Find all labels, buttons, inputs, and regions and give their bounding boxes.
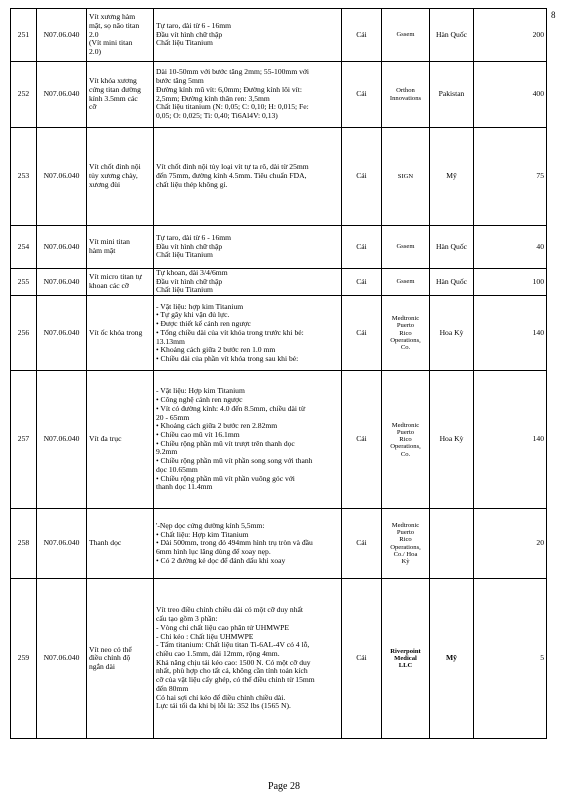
desc-line: Đầu vít hình chữ thập bbox=[156, 30, 223, 39]
desc-line: • Được thiết kế cánh ren ngược bbox=[156, 320, 251, 329]
maker-line: Orthon bbox=[396, 87, 415, 95]
manufacturer bbox=[382, 128, 430, 226]
desc-line: chất liệu thép không gỉ. bbox=[156, 180, 228, 189]
name-line: Vít xương hàm bbox=[89, 12, 136, 22]
country: Mỹ bbox=[430, 579, 474, 739]
maker-line: Rico bbox=[399, 436, 412, 444]
desc-line: • Chiều rộng phần mũ vít phần vuông góc với bbox=[156, 474, 295, 483]
table-row bbox=[11, 509, 547, 579]
desc-line: • Chiều dài của phần vít khóa trong sau khi bẻ: bbox=[156, 354, 299, 363]
country: Hàn Quốc bbox=[430, 9, 474, 62]
item-name bbox=[87, 371, 154, 509]
desc-line: 0,05; O: 0,025; Ti: 0,40; Ti6Al4V: 0,13) bbox=[156, 111, 278, 120]
desc-line: cỡ của vật liệu cấy ghép, có thể điều chỉnh từ 15mm bbox=[156, 676, 315, 685]
page-number: Page 28 bbox=[268, 781, 300, 792]
name-line: Vít neo có thể bbox=[89, 644, 132, 654]
desc-line: 20 - 65mm bbox=[156, 413, 190, 422]
desc-line: Chất liệu Titanium bbox=[156, 286, 213, 295]
item-name bbox=[87, 62, 154, 128]
table-row bbox=[11, 371, 547, 509]
desc-line: Vít chốt đinh nội tủy loại vít tự ta rô, dài từ 25mm bbox=[156, 163, 309, 172]
desc-line: 6mm hình lục lăng dùng để xoay nẹp. bbox=[156, 548, 271, 557]
item-name bbox=[87, 226, 154, 269]
row-number: 259 bbox=[11, 579, 37, 739]
desc-line: đến 75mm, đường kính 4.5mm. Tiêu chuẩn FDA, bbox=[156, 172, 307, 181]
maker-line: Puerto bbox=[396, 322, 415, 330]
item-code: N07.06.040 bbox=[37, 371, 87, 509]
manufacturer bbox=[382, 509, 430, 579]
equipment-table bbox=[10, 8, 547, 739]
desc-line: Dài 10-50mm với bước tăng 2mm; 55-100mm với bbox=[156, 68, 310, 77]
item-code: N07.06.040 bbox=[37, 62, 87, 128]
manufacturer bbox=[382, 371, 430, 509]
name-line: 2.0 bbox=[89, 29, 99, 39]
table-row bbox=[11, 9, 547, 62]
table-row bbox=[11, 128, 547, 226]
item-code: N07.06.040 bbox=[37, 128, 87, 226]
manufacturer bbox=[382, 9, 430, 62]
item-code: N07.06.040 bbox=[37, 296, 87, 371]
item-description bbox=[154, 128, 342, 226]
manufacturer bbox=[382, 62, 430, 128]
desc-line: Đầu vít hình chữ thập bbox=[156, 277, 223, 286]
unit: Cái bbox=[342, 296, 382, 371]
unit: Cái bbox=[342, 9, 382, 62]
desc-line: Chất liệu Titanium bbox=[156, 251, 213, 260]
name-line: khoan các cỡ bbox=[89, 281, 129, 291]
unit: Cái bbox=[342, 128, 382, 226]
row-number: 252 bbox=[11, 62, 37, 128]
desc-line: Tự khoan, dài 3/4/6mm bbox=[156, 269, 228, 277]
item-name bbox=[87, 509, 154, 579]
item-description bbox=[154, 62, 342, 128]
table-row bbox=[11, 296, 547, 371]
desc-line: • Khoảng cách giữa 2 bước ren 1.0 mm bbox=[156, 346, 276, 355]
name-line: cứng titan đường bbox=[89, 84, 141, 94]
desc-line: 9.2mm bbox=[156, 448, 178, 457]
maker-line: Riverpoint bbox=[390, 647, 421, 655]
desc-line: - Chỉ kéo : Chất liệu UHMWPE bbox=[156, 632, 254, 641]
row-number: 257 bbox=[11, 371, 37, 509]
desc-line: Khả năng chịu tải kéo cao: 1500 N. Có một cỡ duy bbox=[156, 658, 311, 667]
unit: Cái bbox=[342, 579, 382, 739]
desc-line: • Chất liệu: Hợp kim Titanium bbox=[156, 530, 249, 539]
desc-line: chiều cao 1.5mm, dài 12mm, rộng 4mm. bbox=[156, 649, 280, 658]
desc-line: - Vòng chỉ chất liệu cao phân tử UHMWPE bbox=[156, 623, 290, 632]
maker-line: Medtronic bbox=[391, 421, 420, 429]
name-line: điều chỉnh độ bbox=[89, 653, 131, 663]
item-name bbox=[87, 579, 154, 739]
quantity: 100 bbox=[474, 269, 547, 296]
row-number: 251 bbox=[11, 9, 37, 62]
desc-line: Vít treo điều chỉnh chiều dài có một cỡ duy nhất bbox=[156, 606, 303, 615]
item-name bbox=[87, 128, 154, 226]
maker-line: Operations, bbox=[390, 543, 421, 551]
desc-line: Đường kính mũ vít: 6,0mm; Đường kính lõi vít: bbox=[156, 85, 302, 94]
desc-line: Chất liệu titanium (N: 0,05; C: 0,10; H: 0,015; Fe: bbox=[156, 103, 309, 112]
name-line: mặt, sọ não titan bbox=[89, 20, 140, 30]
quantity: 5 bbox=[474, 579, 547, 739]
row-number: 253 bbox=[11, 128, 37, 226]
name-line: Vít khóa xương bbox=[89, 76, 137, 86]
name-line: Vít mini titan bbox=[89, 237, 130, 247]
desc-line: 2,5mm; Đường kính thân ren: 3,5mm bbox=[156, 94, 270, 103]
name-line: Vít đa trục bbox=[89, 434, 122, 444]
maker-line: Gssem bbox=[396, 31, 415, 39]
quantity: 40 bbox=[474, 226, 547, 269]
desc-line: - Vật liệu: hợp kim Titanium bbox=[156, 302, 244, 311]
country: Hàn Quốc bbox=[430, 269, 474, 296]
desc-line: • Chiều cao mũ vít 16.1mm bbox=[156, 430, 240, 439]
desc-line: cấu tạo gồm 3 phần: bbox=[156, 615, 218, 624]
name-line: (Vít mini titan bbox=[89, 38, 133, 48]
item-code: N07.06.040 bbox=[37, 9, 87, 62]
unit: Cái bbox=[342, 269, 382, 296]
desc-line: nhất, phù hợp cho tất cả, không cần tính toán kích bbox=[156, 667, 308, 676]
maker-line: Rico bbox=[399, 329, 412, 337]
country: Mỹ bbox=[430, 128, 474, 226]
manufacturer bbox=[382, 226, 430, 269]
name-line: 2.0) bbox=[89, 47, 102, 57]
manufacturer bbox=[382, 579, 430, 739]
country bbox=[430, 509, 474, 579]
name-line: cỡ bbox=[89, 102, 97, 112]
row-number: 256 bbox=[11, 296, 37, 371]
desc-line: • Tự gãy khi vặn đủ lực. bbox=[156, 311, 230, 320]
desc-line: bước tăng 5mm bbox=[156, 77, 204, 86]
desc-line: Chất liệu Titanium bbox=[156, 39, 213, 48]
quantity: 20 bbox=[474, 509, 547, 579]
item-code: N07.06.040 bbox=[37, 269, 87, 296]
item-name bbox=[87, 9, 154, 62]
quantity: 400 bbox=[474, 62, 547, 128]
name-line: ngắn dài bbox=[89, 662, 115, 672]
desc-line: • Chiều rộng phần mũ vít trượt trên thanh dọc bbox=[156, 439, 295, 448]
name-line: Vít chốt đinh nội bbox=[89, 162, 141, 172]
maker-line: Medtronic bbox=[391, 521, 420, 529]
unit: Cái bbox=[342, 371, 382, 509]
maker-line: SIGN bbox=[397, 172, 414, 180]
manufacturer bbox=[382, 269, 430, 296]
maker-line: Operations, bbox=[390, 336, 421, 344]
item-code: N07.06.040 bbox=[37, 509, 87, 579]
name-line: hàm mặt bbox=[89, 246, 116, 255]
desc-line: Tự taro, dài từ 6 - 16mm bbox=[156, 233, 232, 242]
maker-line: Puerto bbox=[396, 529, 415, 537]
maker-line: Co./ Hoa bbox=[393, 550, 418, 558]
unit: Cái bbox=[342, 509, 382, 579]
table-row bbox=[11, 579, 547, 739]
desc-line: • Có 2 đường kẻ dọc để đánh dấu khi xoay bbox=[156, 556, 286, 565]
country: Hàn Quốc bbox=[430, 226, 474, 269]
maker-line: Innovations bbox=[389, 94, 422, 102]
item-description bbox=[154, 296, 342, 371]
desc-line: 13.13mm bbox=[156, 337, 185, 346]
desc-line: - Vật liệu: Hợp kim Titanium bbox=[156, 387, 245, 396]
maker-line: Co. bbox=[400, 450, 411, 458]
manufacturer bbox=[382, 296, 430, 371]
name-line: kính 3.5mm các bbox=[89, 93, 138, 103]
desc-line: đến 80mm bbox=[156, 684, 189, 693]
item-name bbox=[87, 296, 154, 371]
maker-line: Kỳ bbox=[401, 558, 410, 566]
desc-line: • Vít có đường kính: 4.0 đến 8.5mm, chiều dài từ bbox=[156, 404, 306, 413]
name-line: Vít ốc khóa trong bbox=[89, 327, 143, 337]
name-line: Thanh dọc bbox=[89, 538, 122, 548]
item-code: N07.06.040 bbox=[37, 226, 87, 269]
desc-line: • Khoảng cách giữa 2 bước ren 2.82mm bbox=[156, 422, 278, 431]
row-number: 254 bbox=[11, 226, 37, 269]
country: Pakistan bbox=[430, 62, 474, 128]
unit: Cái bbox=[342, 226, 382, 269]
desc-line: • Chiều rộng phần mũ vít phần song song với thanh bbox=[156, 457, 313, 466]
maker-line: Rico bbox=[399, 536, 412, 544]
desc-line: Đầu vít hình chữ thập bbox=[156, 242, 223, 251]
item-description bbox=[154, 226, 342, 269]
quantity: 140 bbox=[474, 296, 547, 371]
country: Hoa Kỳ bbox=[430, 296, 474, 371]
desc-line: Tự taro, dài từ 6 - 16mm bbox=[156, 21, 232, 30]
table-row bbox=[11, 269, 547, 296]
unit: Cái bbox=[342, 62, 382, 128]
maker-line: Co. bbox=[400, 344, 411, 352]
item-code: N07.06.040 bbox=[37, 579, 87, 739]
quantity: 140 bbox=[474, 371, 547, 509]
table-row bbox=[11, 226, 547, 269]
item-description bbox=[154, 269, 342, 296]
maker-line: Gssem bbox=[396, 278, 415, 286]
name-line: xương đùi bbox=[89, 179, 121, 189]
maker-line: Operations, bbox=[390, 443, 421, 451]
item-description bbox=[154, 9, 342, 62]
desc-line: • Tổng chiều dài của vít khóa trong trước khi bẻ: bbox=[156, 328, 304, 337]
item-description bbox=[154, 371, 342, 509]
maker-line: Medtronic bbox=[391, 315, 420, 323]
table-row bbox=[11, 62, 547, 128]
row-number: 255 bbox=[11, 269, 37, 296]
desc-line: - Tấm titanium: Chất liệu titan Ti-6AL-4V có 4 lỗ, bbox=[156, 641, 310, 650]
maker-line: Gssem bbox=[396, 243, 415, 251]
maker-line: Medical bbox=[394, 655, 417, 663]
stray-mark: 8 bbox=[551, 10, 556, 20]
quantity: 75 bbox=[474, 128, 547, 226]
item-description bbox=[154, 509, 342, 579]
item-name bbox=[87, 269, 154, 296]
desc-line: dọc 10.65mm bbox=[156, 465, 198, 474]
maker-line: Puerto bbox=[396, 428, 415, 436]
desc-line: • Dài 500mm, trong đó 494mm hình trụ tròn và đầu bbox=[156, 539, 313, 548]
quantity: 200 bbox=[474, 9, 547, 62]
name-line: tủy xương chày, bbox=[89, 171, 138, 181]
country: Hoa Kỳ bbox=[430, 371, 474, 509]
desc-line: • Công nghệ cánh ren ngược bbox=[156, 396, 243, 405]
desc-line: Có hai sợi chỉ kéo để điều chỉnh chiều dài. bbox=[156, 693, 286, 702]
desc-line: '-Nẹp dọc cứng đường kính 5,5mm: bbox=[156, 521, 265, 530]
row-number: 258 bbox=[11, 509, 37, 579]
maker-line: LLC bbox=[398, 662, 413, 670]
name-line: Vít micro titan tự bbox=[89, 272, 142, 282]
desc-line: Lực tải tối đa khi bị lỗi là: 352 lbs (1565 N). bbox=[156, 702, 291, 711]
item-description bbox=[154, 579, 342, 739]
desc-line: thanh dọc 11.4mm bbox=[156, 483, 213, 492]
